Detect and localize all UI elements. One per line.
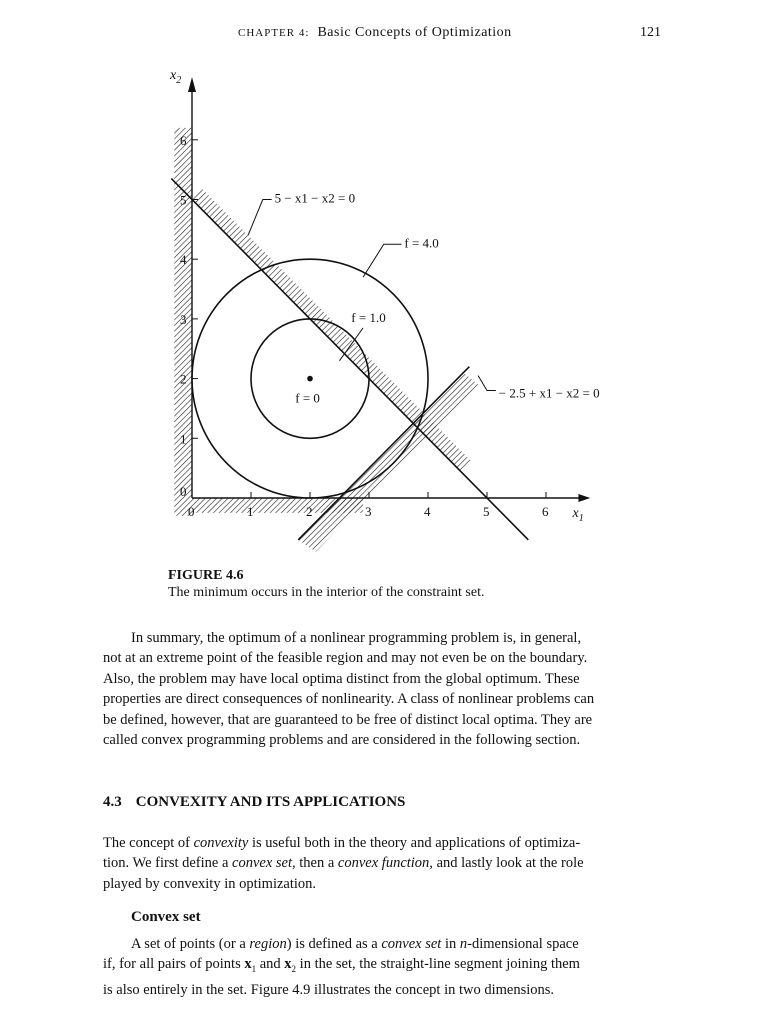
x-tick-label: 5: [483, 504, 490, 519]
origin-label: 0: [180, 484, 187, 499]
summary-line: Also, the problem may have local optima distinct from the global optimum. These: [103, 670, 580, 687]
y-tick-label: 3: [180, 311, 187, 327]
convex-set-line-2: if, for all pairs of points $x_1$ and $x_2$ in the set, the straight-line segment joining them: [103, 956, 580, 975]
leader-line: [248, 200, 272, 236]
y-tick-label: 1: [180, 431, 187, 447]
figure-title: FIGURE 4.6: [168, 568, 244, 583]
section-title: CONVEXITY AND ITS APPLICATIONS: [135, 794, 406, 810]
leader-line: [363, 244, 401, 277]
contour-f1-label: f = 1.0: [351, 309, 386, 325]
page-number: 121: [640, 25, 661, 40]
summary-line: properties are direct consequences of nonlinearity. A class of nonlinear problems can: [103, 691, 595, 708]
figure-caption-text: The minimum occurs in the interior of the constraint set.: [168, 585, 485, 600]
chapter-label: CHAPTER 4:: [238, 27, 310, 39]
figure-4-6-diagram: [160, 68, 610, 558]
summary-line: In summary, the optimum of a nonlinear programming problem is, in general,: [131, 630, 582, 646]
convex-set-line-3: is also entirely in the set. Figure 4.9 illustrates the concept in two dimensions.: [103, 981, 555, 998]
chapter-title: Basic Concepts of Optimization: [317, 25, 512, 40]
minimum-label: f = 0: [295, 390, 320, 406]
chapter-heading: [238, 25, 512, 41]
y-tick-label: 5: [180, 192, 187, 208]
constraint-2-label: − 2.5 + x1 − x2 = 0: [498, 385, 600, 401]
y-axis-arrow: [188, 77, 196, 92]
contour-f4-label: f = 4.0: [404, 235, 439, 251]
y-tick-label: 6: [180, 132, 187, 148]
x-tick-label: 6: [542, 504, 549, 519]
figure-caption: [168, 567, 484, 601]
x-tick-label: 0: [188, 504, 195, 519]
x-axis-label: $x_1$: [572, 506, 584, 524]
convexity-line-1: The concept of convexity is useful both in the theory and applications of optimiza-: [103, 835, 581, 851]
constraint-line-1: [171, 179, 528, 540]
minimum-point: [307, 376, 313, 382]
y-axis-label: $x_2$: [170, 68, 182, 87]
leader-line: [478, 376, 496, 391]
convex-set-line-1: A set of points (or a region) is defined as a convex set in n-dimensional space: [131, 936, 579, 952]
summary-line: called convex programming problems and are considered in the following section.: [103, 732, 581, 749]
x-tick-label: 3: [365, 504, 372, 519]
summary-line: be defined, however, that are guaranteed to be free of distinct local optima. They are: [103, 711, 593, 728]
page-header: [0, 23, 768, 45]
convexity-line-3: played by convexity in optimization.: [103, 875, 317, 892]
y-tick-label: 2: [180, 371, 187, 387]
convexity-line-2: tion. We first define a convex set, then a convex function, and lastly look at the role: [103, 855, 584, 872]
y-tick-label: 4: [180, 252, 187, 268]
x-tick-label: 4: [424, 504, 431, 519]
section-number: 4.3: [103, 794, 122, 810]
x-tick-label: 2: [306, 504, 313, 519]
x-tick-label: 1: [247, 504, 254, 519]
subsection-heading: Convex set: [131, 909, 201, 925]
summary-paragraph: [103, 628, 665, 750]
x-axis-arrow: [578, 494, 590, 502]
summary-line: not at an extreme point of the feasible region and may not even be on the boundary.: [103, 650, 588, 667]
convex-set-paragraph: [103, 934, 665, 1000]
section-heading: [103, 794, 405, 811]
constraint-1-label: 5 − x1 − x2 = 0: [274, 190, 356, 206]
convexity-paragraph: [103, 833, 665, 894]
